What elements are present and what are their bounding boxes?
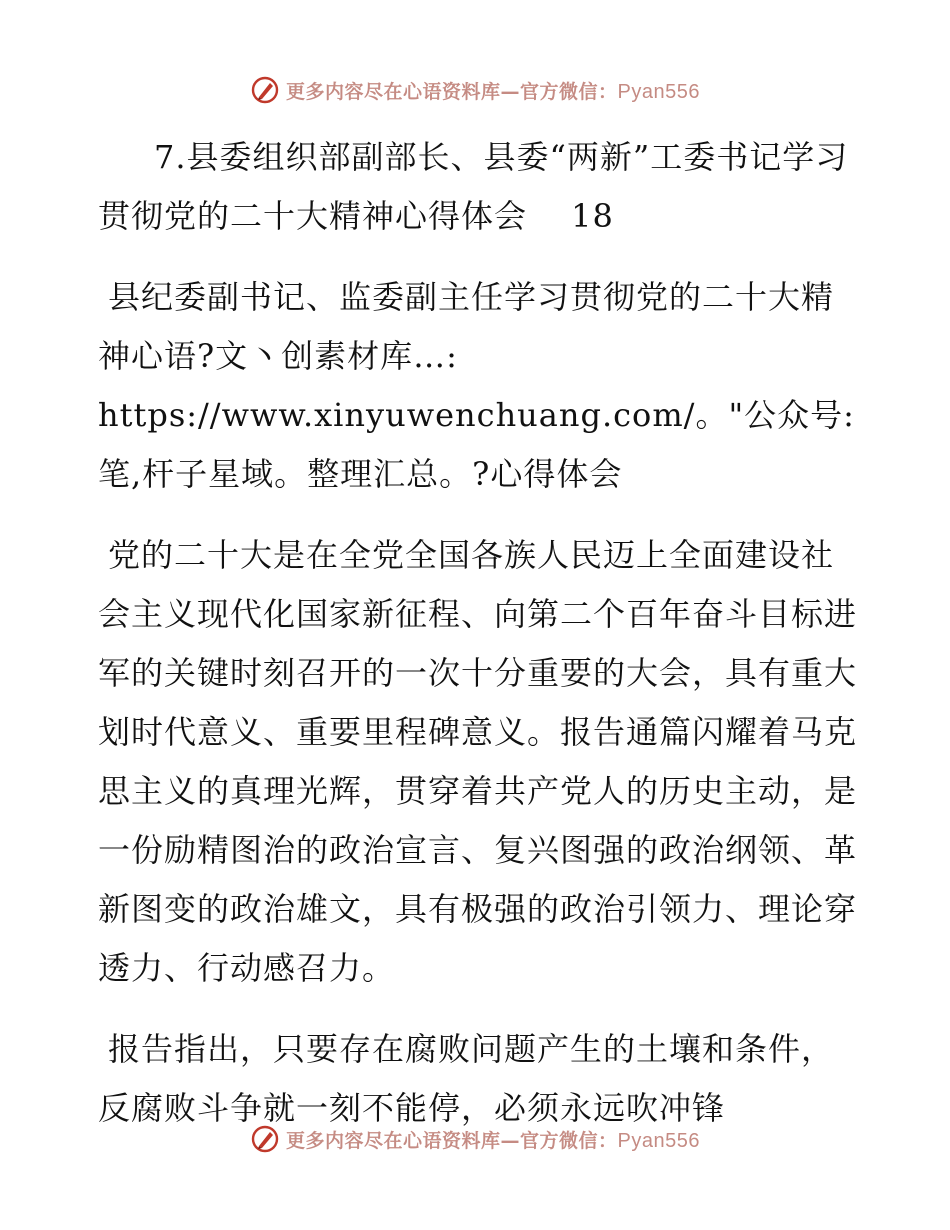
watermark-cn: 更多内容尽在心语资料库—官方微信： xyxy=(286,80,618,103)
watermark-text xyxy=(286,1126,700,1153)
paragraph-subtitle: 县纪委副书记、监委副主任学习贯彻党的二十大精神心语?文丶创素材库…: https://www.xinyuwenchuang.com/。"公众号: 笔,杆子星域。整理汇总。?心得体会 xyxy=(98,278,855,493)
pen-logo-icon xyxy=(250,1124,280,1154)
pen-logo-icon xyxy=(250,75,280,105)
header-watermark xyxy=(0,70,950,110)
footer-watermark xyxy=(0,1119,950,1159)
document-body xyxy=(98,120,858,1138)
watermark-wechat-id: Pyan556 xyxy=(617,80,700,103)
paragraph-report: 报告指出，只要存在腐败问题产生的土壤和条件，反腐败斗争就一刻不能停，必须永远吹冲锋 xyxy=(98,1030,835,1127)
paragraph-intro: 党的二十大是在全党全国各族人民迈上全面建设社会主义现代化国家新征程、向第二个百年奋斗目标进军的关键时刻召开的一次十分重要的大会，具有重大划时代意义、重要里程碑意义。报告通篇闪耀着马克思主义的真理光辉，贯穿着共产党人的历史主动，是一份励精图治的政治宣言、复兴图强的政治纲领、革新图变的政治雄文，具有极强的政治引领力、理论穿透力、行动感召力。 xyxy=(98,536,858,987)
watermark-wechat-id: Pyan556 xyxy=(617,1129,700,1152)
heading-item-7: 7.县委组织部副部长、县委“两新”工委书记学习贯彻党的二十大精神心得体会 18 xyxy=(98,138,849,235)
watermark-cn: 更多内容尽在心语资料库—官方微信： xyxy=(286,1129,618,1152)
watermark-text xyxy=(286,77,700,104)
